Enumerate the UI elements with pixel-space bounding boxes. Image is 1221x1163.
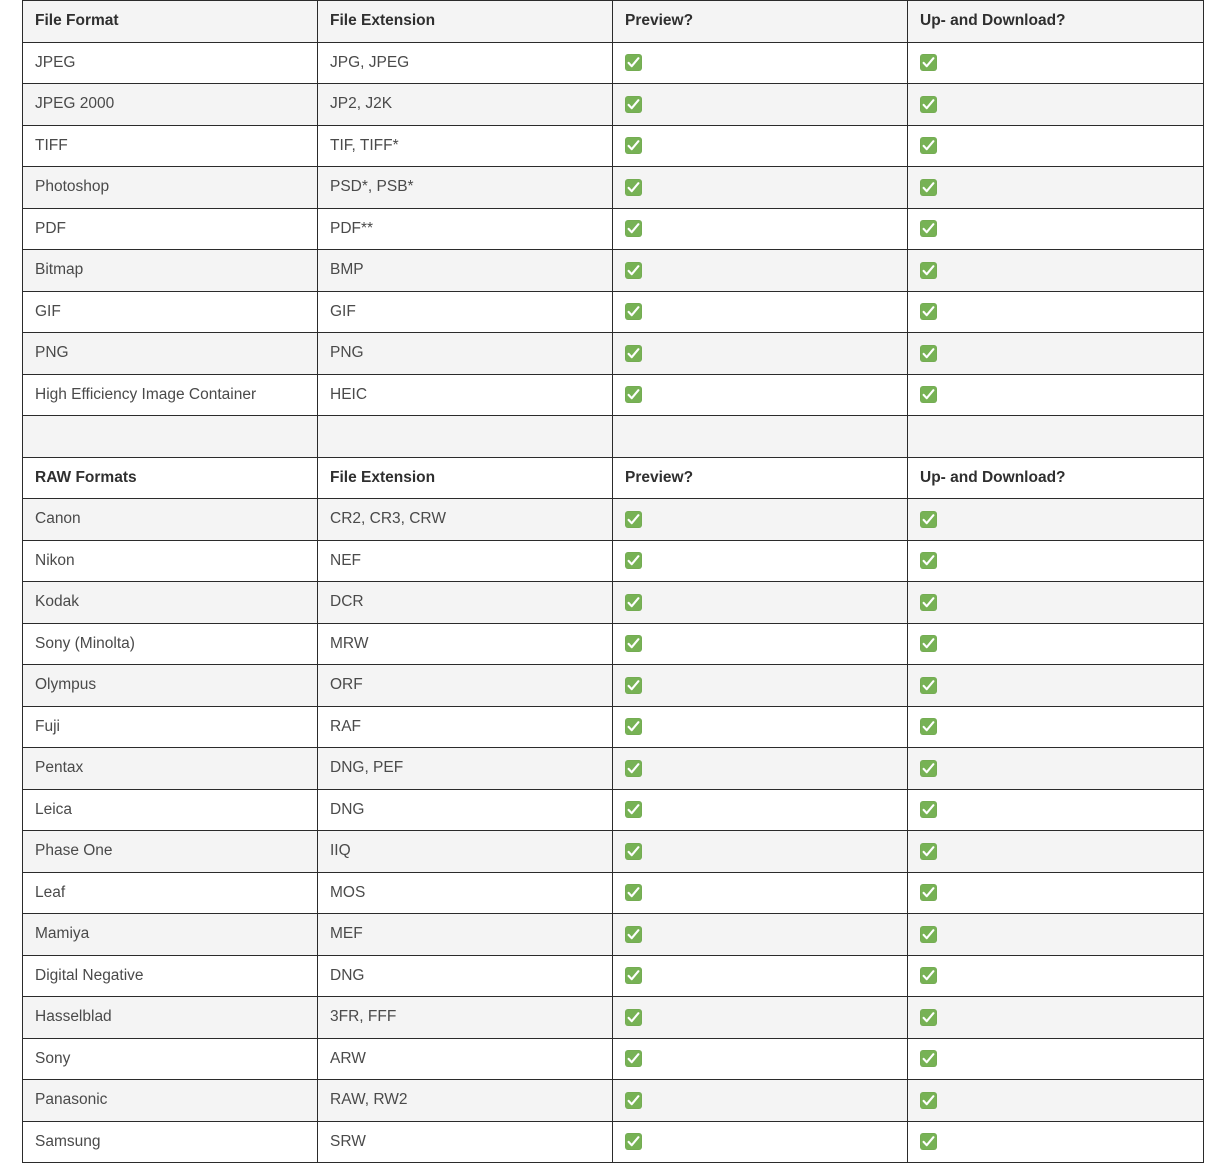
file-extension-cell: ARW [318,1038,613,1080]
green-check-mark-icon [625,96,642,113]
green-check-mark-icon [920,843,937,860]
preview-support-cell [613,540,908,582]
table-row [23,997,1204,1039]
green-check-mark-icon [920,760,937,777]
format-name-cell: High Efficiency Image Container [23,374,318,416]
green-check-mark-icon [625,718,642,735]
format-name-cell: Digital Negative [23,955,318,997]
format-name-cell: Fuji [23,706,318,748]
format-name-cell: Kodak [23,582,318,624]
spacer-cell [613,416,908,458]
green-check-mark-icon [625,801,642,818]
section-one-header-row [23,1,1204,43]
updownload-support-cell [908,706,1204,748]
green-check-mark-icon [920,511,937,528]
column-header-format: RAW Formats [23,457,318,499]
file-extension-cell: MOS [318,872,613,914]
preview-support-cell [613,582,908,624]
preview-support-cell [613,831,908,873]
file-extension-cell: RAF [318,706,613,748]
table-row [23,125,1204,167]
table-row [23,955,1204,997]
spacer-cell [23,416,318,458]
table-row [23,665,1204,707]
file-extension-cell: HEIC [318,374,613,416]
file-extension-cell: JP2, J2K [318,84,613,126]
updownload-support-cell [908,914,1204,956]
format-name-cell: JPEG 2000 [23,84,318,126]
green-check-mark-icon [920,884,937,901]
green-check-mark-icon [625,926,642,943]
column-header-preview: Preview? [613,457,908,499]
updownload-support-cell [908,42,1204,84]
updownload-support-cell [908,997,1204,1039]
spacer-cell [318,416,613,458]
green-check-mark-icon [625,303,642,320]
file-extension-cell: ORF [318,665,613,707]
green-check-mark-icon [625,1092,642,1109]
table-row [23,208,1204,250]
format-name-cell: Pentax [23,748,318,790]
column-header-extension: File Extension [318,457,613,499]
format-name-cell: JPEG [23,42,318,84]
format-name-cell: Leaf [23,872,318,914]
file-extension-cell: DNG [318,789,613,831]
table-row [23,1121,1204,1163]
green-check-mark-icon [920,96,937,113]
format-name-cell: Olympus [23,665,318,707]
file-extension-cell: JPG, JPEG [318,42,613,84]
format-name-cell: Canon [23,499,318,541]
green-check-mark-icon [920,1133,937,1150]
green-check-mark-icon [920,137,937,154]
updownload-support-cell [908,250,1204,292]
preview-support-cell [613,499,908,541]
updownload-support-cell [908,291,1204,333]
green-check-mark-icon [920,594,937,611]
green-check-mark-icon [920,967,937,984]
green-check-mark-icon [625,386,642,403]
green-check-mark-icon [920,1092,937,1109]
format-name-cell: TIFF [23,125,318,167]
green-check-mark-icon [625,179,642,196]
green-check-mark-icon [920,801,937,818]
green-check-mark-icon [920,303,937,320]
table-row [23,167,1204,209]
preview-support-cell [613,374,908,416]
table-row [23,42,1204,84]
table-row [23,540,1204,582]
table-row [23,1038,1204,1080]
preview-support-cell [613,333,908,375]
green-check-mark-icon [920,635,937,652]
green-check-mark-icon [920,1050,937,1067]
table-row [23,1080,1204,1122]
updownload-support-cell [908,1038,1204,1080]
supported-file-formats-table [22,0,1204,1163]
green-check-mark-icon [920,220,937,237]
updownload-support-cell [908,540,1204,582]
format-name-cell: GIF [23,291,318,333]
preview-support-cell [613,997,908,1039]
preview-support-cell [613,208,908,250]
column-header-preview: Preview? [613,1,908,43]
table-row [23,872,1204,914]
preview-support-cell [613,748,908,790]
table-row [23,291,1204,333]
column-header-format: File Format [23,1,318,43]
format-name-cell: PDF [23,208,318,250]
table-row [23,706,1204,748]
updownload-support-cell [908,84,1204,126]
format-name-cell: Bitmap [23,250,318,292]
green-check-mark-icon [625,1050,642,1067]
table-row [23,499,1204,541]
spacer-cell [908,416,1204,458]
updownload-support-cell [908,831,1204,873]
updownload-support-cell [908,374,1204,416]
updownload-support-cell [908,582,1204,624]
file-extension-cell: MEF [318,914,613,956]
updownload-support-cell [908,665,1204,707]
preview-support-cell [613,665,908,707]
green-check-mark-icon [920,345,937,362]
green-check-mark-icon [625,1009,642,1026]
table-row [23,789,1204,831]
file-extension-cell: PNG [318,333,613,375]
preview-support-cell [613,623,908,665]
section-two-header-row [23,457,1204,499]
updownload-support-cell [908,623,1204,665]
green-check-mark-icon [625,1133,642,1150]
green-check-mark-icon [625,884,642,901]
file-extension-cell: PSD*, PSB* [318,167,613,209]
format-name-cell: Nikon [23,540,318,582]
preview-support-cell [613,1080,908,1122]
preview-support-cell [613,955,908,997]
file-extension-cell: DCR [318,582,613,624]
preview-support-cell [613,167,908,209]
table-row [23,582,1204,624]
preview-support-cell [613,789,908,831]
green-check-mark-icon [625,262,642,279]
green-check-mark-icon [625,635,642,652]
updownload-support-cell [908,499,1204,541]
file-extension-cell: DNG, PEF [318,748,613,790]
updownload-support-cell [908,333,1204,375]
table-row [23,914,1204,956]
green-check-mark-icon [920,677,937,694]
green-check-mark-icon [920,1009,937,1026]
updownload-support-cell [908,125,1204,167]
file-extension-cell: NEF [318,540,613,582]
column-header-download: Up- and Download? [908,1,1204,43]
updownload-support-cell [908,872,1204,914]
column-header-extension: File Extension [318,1,613,43]
format-name-cell: Panasonic [23,1080,318,1122]
green-check-mark-icon [920,552,937,569]
green-check-mark-icon [920,262,937,279]
format-name-cell: Samsung [23,1121,318,1163]
green-check-mark-icon [625,345,642,362]
green-check-mark-icon [920,386,937,403]
table-row [23,623,1204,665]
format-name-cell: Sony (Minolta) [23,623,318,665]
file-extension-cell: TIF, TIFF* [318,125,613,167]
format-name-cell: Photoshop [23,167,318,209]
file-extension-cell: PDF** [318,208,613,250]
preview-support-cell [613,125,908,167]
green-check-mark-icon [625,137,642,154]
green-check-mark-icon [920,718,937,735]
file-extension-cell: BMP [318,250,613,292]
file-extension-cell: DNG [318,955,613,997]
format-name-cell: Hasselblad [23,997,318,1039]
preview-support-cell [613,1038,908,1080]
updownload-support-cell [908,167,1204,209]
green-check-mark-icon [625,511,642,528]
file-extension-cell: 3FR, FFF [318,997,613,1039]
format-name-cell: Mamiya [23,914,318,956]
preview-support-cell [613,291,908,333]
green-check-mark-icon [625,552,642,569]
format-name-cell: Leica [23,789,318,831]
green-check-mark-icon [625,594,642,611]
updownload-support-cell [908,208,1204,250]
file-extension-cell: RAW, RW2 [318,1080,613,1122]
table-row [23,748,1204,790]
format-name-cell: Sony [23,1038,318,1080]
updownload-support-cell [908,1080,1204,1122]
updownload-support-cell [908,789,1204,831]
green-check-mark-icon [625,220,642,237]
updownload-support-cell [908,1121,1204,1163]
green-check-mark-icon [920,926,937,943]
file-extension-cell: CR2, CR3, CRW [318,499,613,541]
format-name-cell: Phase One [23,831,318,873]
preview-support-cell [613,1121,908,1163]
preview-support-cell [613,914,908,956]
file-extension-cell: SRW [318,1121,613,1163]
green-check-mark-icon [625,54,642,71]
file-extension-cell: GIF [318,291,613,333]
table-row [23,84,1204,126]
table-row [23,333,1204,375]
column-header-download: Up- and Download? [908,457,1204,499]
green-check-mark-icon [625,843,642,860]
preview-support-cell [613,84,908,126]
preview-support-cell [613,250,908,292]
table-body [23,1,1204,1163]
green-check-mark-icon [920,179,937,196]
preview-support-cell [613,872,908,914]
updownload-support-cell [908,748,1204,790]
table-row [23,831,1204,873]
green-check-mark-icon [625,967,642,984]
spacer-row [23,416,1204,458]
file-extension-cell: IIQ [318,831,613,873]
preview-support-cell [613,706,908,748]
format-name-cell: PNG [23,333,318,375]
green-check-mark-icon [625,677,642,694]
table-row [23,250,1204,292]
updownload-support-cell [908,955,1204,997]
green-check-mark-icon [625,760,642,777]
preview-support-cell [613,42,908,84]
table-row [23,374,1204,416]
green-check-mark-icon [920,54,937,71]
file-extension-cell: MRW [318,623,613,665]
file-format-table-container [22,0,1203,1163]
